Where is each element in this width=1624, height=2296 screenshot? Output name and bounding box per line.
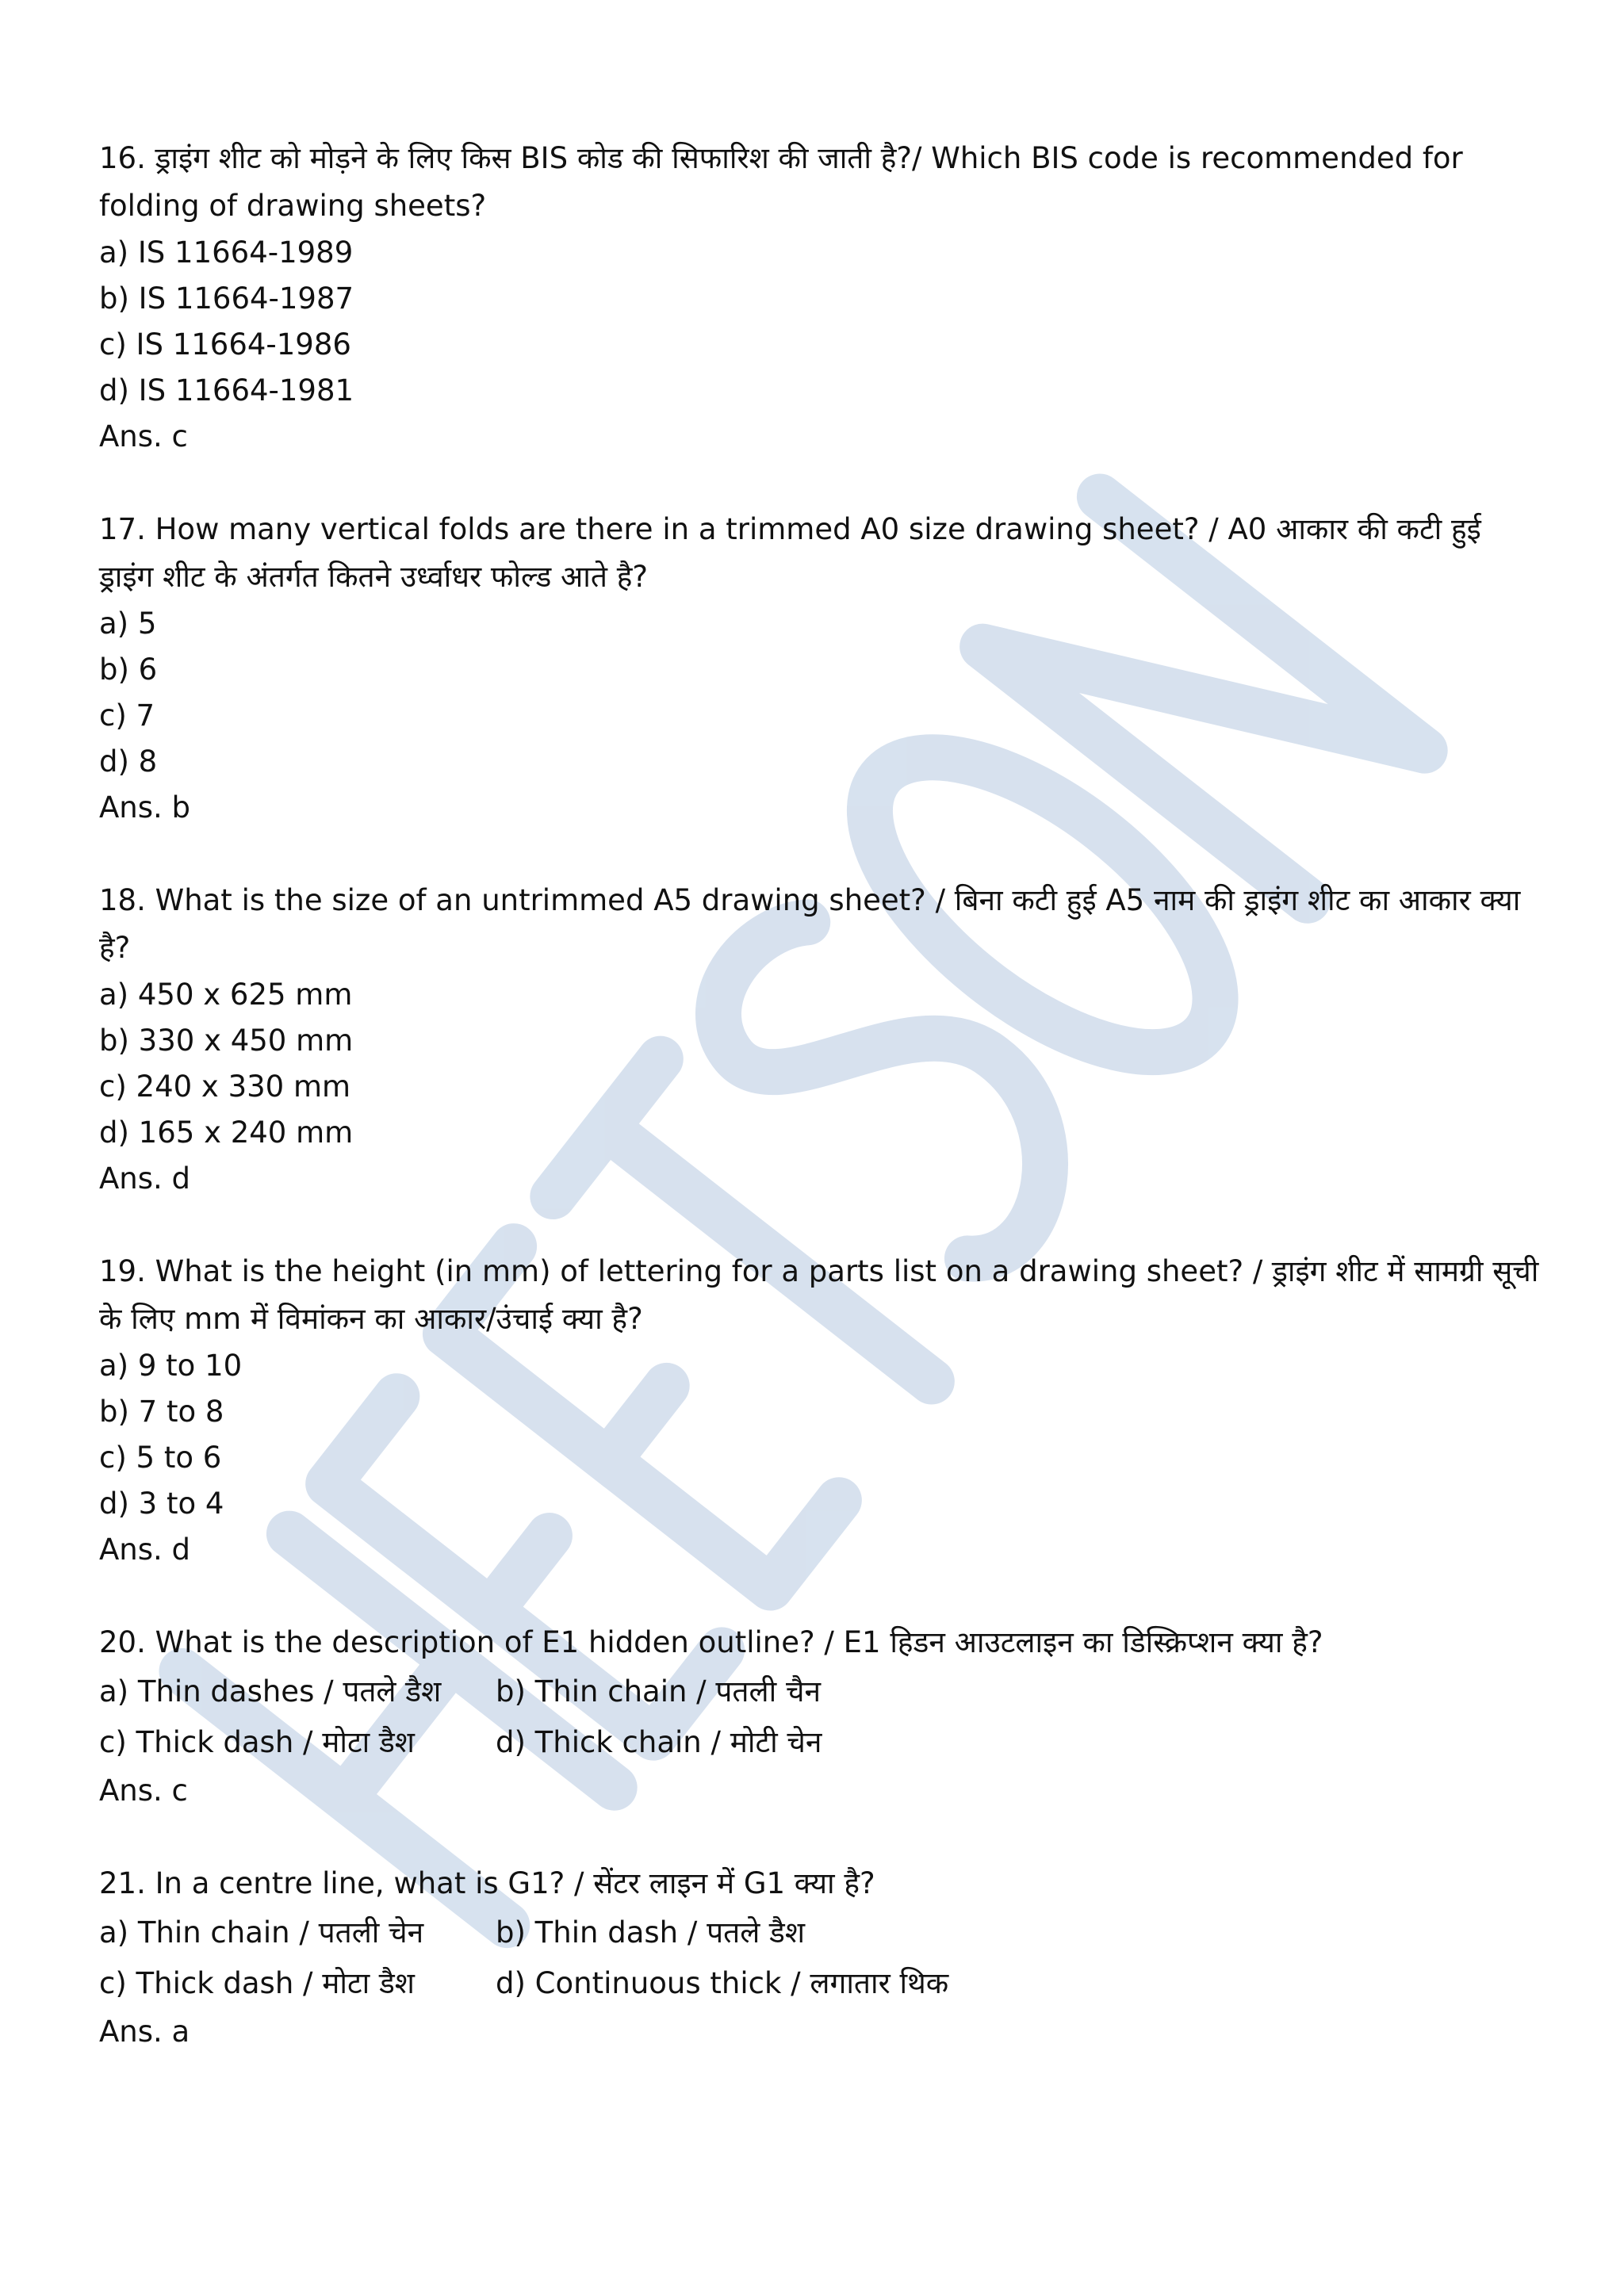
question-sheet — [99, 135, 1542, 2101]
option-b: b) IS 11664-1987 — [99, 281, 354, 316]
question-text: 19. What is the height (in mm) of lettering for a parts list on a drawing sheet? / ड्राइंग शीट में सामग्री सूची के लिए mm में विमांकन का आकार/उंचाई क्या है? — [99, 1254, 1539, 1336]
option-c: c) 240 x 330 mm — [99, 1070, 351, 1104]
answer: Ans. b — [99, 790, 191, 825]
question-text: 20. What is the description of E1 hidden outline? / E1 हिडन आउटलाइन का डिस्क्रिप्शन क्या है? — [99, 1625, 1323, 1659]
answer: Ans. c — [99, 419, 188, 453]
option-a: a) IS 11664-1989 — [99, 235, 354, 270]
answer: Ans. a — [99, 2015, 190, 2049]
option-b: b) Thin dash / पतले डैश — [496, 1915, 806, 1950]
question-20 — [99, 1619, 1542, 1814]
options-grid — [99, 1667, 1542, 1768]
question-text: 18. What is the size of an untrimmed A5 drawing sheet? / बिना कटी हुई A5 नाम की ड्राइंग शीट का आकार क्या है? — [99, 883, 1521, 965]
option-a: a) 9 to 10 — [99, 1349, 243, 1383]
option-c: c) Thick dash / मोटा डैश — [99, 1725, 415, 1759]
option-a: a) 5 — [99, 607, 157, 641]
question-text: 21. In a centre line, what is G1? / सेंटर लाइन में G1 क्या है? — [99, 1866, 875, 1900]
answer: Ans. c — [99, 1774, 188, 1808]
option-b: b) 6 — [99, 652, 158, 687]
option-b: b) Thin chain / पतली चैन — [496, 1674, 821, 1709]
option-d: d) IS 11664-1981 — [99, 373, 354, 408]
option-c: c) Thick dash / मोटा डैश — [99, 1966, 415, 2000]
question-16 — [99, 135, 1542, 460]
answer: Ans. d — [99, 1533, 191, 1567]
question-17 — [99, 506, 1542, 831]
option-d: d) 165 x 240 mm — [99, 1115, 354, 1150]
option-c: c) 7 — [99, 698, 155, 733]
option-a: a) 450 x 625 mm — [99, 978, 353, 1012]
option-a: a) Thin chain / पतली चेन — [99, 1915, 424, 1950]
option-b: b) 330 x 450 mm — [99, 1024, 354, 1058]
question-21 — [99, 1860, 1542, 2055]
option-c: c) 5 to 6 — [99, 1441, 222, 1475]
question-text: 17. How many vertical folds are there in a trimmed A0 size drawing sheet? / A0 आकार की कटी हुई ड्राइंग शीट के अंतर्गत कितने उर्ध्वाधर फोल्ड आते है? — [99, 512, 1481, 594]
option-d: d) Continuous thick / लगातार थिक — [496, 1966, 949, 2000]
options-grid — [99, 1908, 1542, 2009]
question-18 — [99, 877, 1542, 1202]
answer: Ans. d — [99, 1161, 191, 1196]
option-c: c) IS 11664-1986 — [99, 327, 351, 362]
option-d: d) 3 to 4 — [99, 1487, 224, 1521]
question-text: 16. ड्राइंग शीट को मोड़ने के लिए किस BIS कोड की सिफारिश की जाती है?/ Which BIS code is recommended for folding of drawing sheets? — [99, 141, 1463, 223]
option-b: b) 7 to 8 — [99, 1395, 224, 1429]
option-d: d) Thick chain / मोटी चेन — [496, 1725, 822, 1759]
option-a: a) Thin dashes / पतले डैश — [99, 1674, 442, 1709]
question-19 — [99, 1248, 1542, 1573]
option-d: d) 8 — [99, 744, 158, 779]
